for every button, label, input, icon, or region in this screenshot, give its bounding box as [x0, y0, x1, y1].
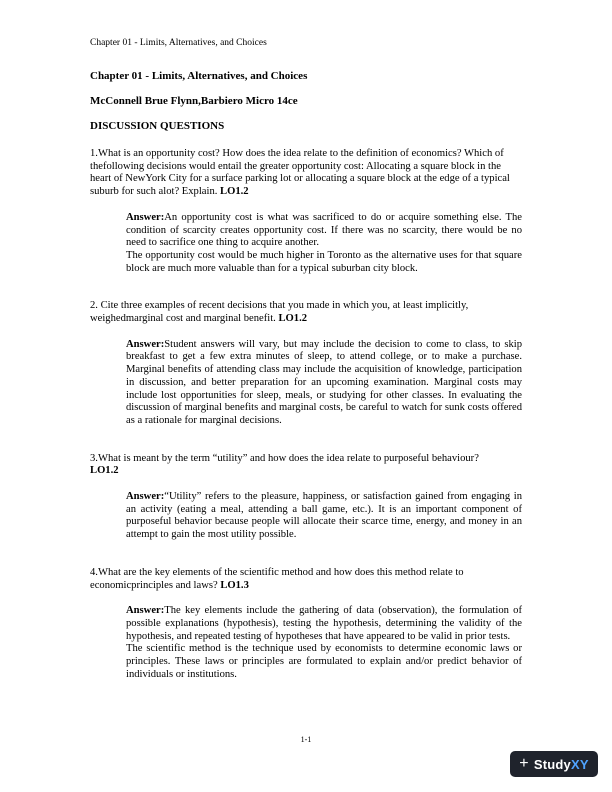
page-number: 1-1 — [300, 735, 312, 744]
brand-main: Study — [533, 756, 571, 772]
answer-text: “Utility” refers to the pleasure, happiness, or satisfaction gained from engaging in an activity (eating a meal, attending a ball game, etc.). It is an important component of purposeful behavior because people will allocate their scarce time, energy, and money in an attempt to gain the most utility possible. — [126, 491, 522, 541]
question-prompt: 1.What is an opportunity cost? How does the idea relate to the definition of economics? Which of thefollowing decisions would entail the greater opportunity cost: Allocating a square block in the heart of NewYork City for a surface parking lot or allocating a square block at the edge of a typical suburb for such alot? Explain. — [90, 148, 510, 198]
answer-text: Student answers will vary, but may include the decision to come to class, to skip breakfast to get a few extra minutes of sleep, to attend college, or to make a purchase. Marginal benefits of attending class may include the acquisition of knowledge, participation in discussion, and better preparation for an upcoming examination. Marginal costs may include lost opportunities for sleep, meals, or studying for other classes. In evaluating the discussion of marginal benefits and marginal costs, be careful to watch for sunk costs offered as a rationale for marginal decisions. — [126, 338, 522, 426]
question-text — [90, 567, 522, 592]
answer-paragraph — [126, 491, 522, 542]
question-text — [90, 300, 522, 325]
question-text — [90, 453, 522, 478]
question-prompt: 2. Cite three examples of recent decisions that you made in which you, at least implicitly, weighedmarginal cost and marginal benefit. — [90, 300, 469, 325]
answer-label: Answer: — [126, 605, 165, 617]
question-block — [90, 148, 522, 275]
question-block — [90, 300, 522, 427]
learning-objective: LO1.2 — [90, 465, 119, 477]
section-heading: DISCUSSION QUESTIONS — [90, 120, 225, 132]
answer-text: The key elements include the gathering of data (observation), the formulation of possible explanations (hypothesis), testing the hypothesis, determining the validity of the hypothesis, and repeated testing of hypotheses that have appeared to be valid in prior tests. — [126, 605, 522, 642]
answer-paragraph: The opportunity cost would be much higher in Toronto as the alternative uses for that square block are much more valuable than for a typical suburban city block. — [126, 249, 522, 274]
learning-objective: LO1.3 — [220, 579, 249, 591]
answer-label: Answer: — [126, 338, 165, 350]
answer-label: Answer: — [126, 491, 165, 503]
brand-accent: XY — [570, 756, 589, 772]
learning-objective: LO1.2 — [278, 313, 308, 325]
answer-label: Answer: — [126, 211, 165, 223]
chapter-title: Chapter 01 - Limits, Alternatives, and Choices — [90, 70, 308, 82]
plus-icon: + — [519, 755, 529, 772]
answer-text: An opportunity cost is what was sacrificed to do or acquire something else. The condition of scarcity creates opportunity cost. If there was no scarcity, there would be no need to sacrifice one thing to acquire another. — [126, 211, 522, 249]
answer-paragraph — [126, 605, 522, 643]
book-title: McConnell Brue Flynn,Barbiero Micro 14ce — [90, 95, 298, 107]
question-text — [90, 148, 522, 199]
studyxy-watermark — [510, 751, 598, 777]
answer-paragraph — [126, 339, 522, 428]
page-content — [90, 70, 522, 682]
question-prompt: 4.What are the key elements of the scientific method and how does this method relate to economicprinciples and laws? — [90, 566, 464, 591]
learning-objective: LO1.2 — [220, 186, 249, 198]
answer-block — [126, 339, 522, 428]
answer-block — [126, 491, 522, 542]
running-header: Chapter 01 - Limits, Alternatives, and Choices — [90, 38, 267, 48]
answer-block — [126, 605, 522, 681]
question-prompt: 3.What is meant by the term “utility” and how does the idea relate to purposeful behaviour? — [90, 452, 479, 464]
answer-paragraph — [126, 212, 522, 250]
answer-block — [126, 212, 522, 276]
question-block — [90, 453, 522, 542]
question-block — [90, 567, 522, 682]
answer-paragraph: The scientific method is the technique used by economists to determine economic laws or principles. These laws or principles are formulated to explain and/or predict behavior of individuals or institutions. — [126, 643, 522, 680]
